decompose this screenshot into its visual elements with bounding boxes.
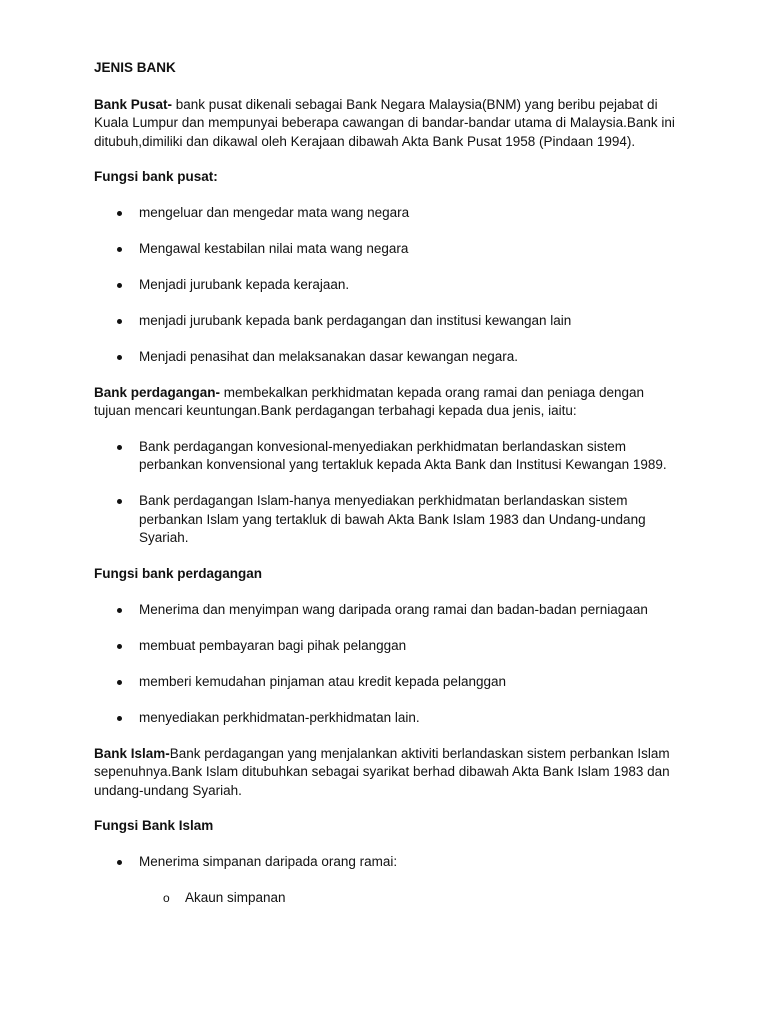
sub-list-item bbox=[94, 889, 684, 908]
sub-list-item-text: Akaun simpanan bbox=[185, 889, 286, 905]
bank-islam-paragraph bbox=[94, 745, 684, 801]
bank-pusat-text: bank pusat dikenali sebagai Bank Negara Malaysia(BNM) yang beribu pejabat di Kuala Lumpur dan mempunyai beberapa cawangan di bandar-bandar utama di Malaysia.Bank ini ditubuh,dimiliki dan dikawal oleh Kerajaan dibawah Akta Bank Pusat 1958 (Pindaan 1994). bbox=[94, 96, 675, 149]
bullet-icon bbox=[117, 860, 122, 865]
bank-islam-text: Bank perdagangan yang menjalankan aktiviti berlandaskan sistem perbankan Islam sepenuhnya.Bank Islam ditubuhkan sebagai syarikat berhad dibawah Akta Bank Islam 1983 dan undang-undang Syariah. bbox=[94, 745, 670, 798]
fungsi-bank-pusat-heading: Fungsi bank pusat: bbox=[94, 169, 218, 184]
bullet-icon bbox=[117, 608, 122, 613]
list-item bbox=[94, 204, 684, 223]
document-title: JENIS BANK bbox=[94, 60, 176, 75]
fungsi-bank-islam-sublist bbox=[94, 889, 684, 908]
list-item-text: Menerima dan menyimpan wang daripada orang ramai dan badan-badan perniagaan bbox=[139, 601, 648, 617]
bank-islam-lead: Bank Islam- bbox=[94, 745, 170, 761]
bank-pusat-paragraph bbox=[94, 96, 684, 152]
bank-perdagangan-paragraph bbox=[94, 384, 684, 421]
list-item bbox=[94, 312, 684, 331]
bullet-icon bbox=[117, 283, 122, 288]
bullet-icon bbox=[117, 716, 122, 721]
list-item bbox=[94, 492, 684, 548]
bullet-icon bbox=[117, 680, 122, 685]
list-item bbox=[94, 637, 684, 656]
list-item bbox=[94, 601, 684, 620]
list-item-text: menjadi jurubank kepada bank perdagangan dan institusi kewangan lain bbox=[139, 312, 572, 328]
bullet-icon bbox=[117, 445, 122, 450]
list-item-text: menyediakan perkhidmatan-perkhidmatan lain. bbox=[139, 709, 420, 725]
bullet-icon bbox=[117, 247, 122, 252]
fungsi-bank-islam-list bbox=[94, 853, 684, 872]
list-item-text: mengeluar dan mengedar mata wang negara bbox=[139, 204, 410, 220]
list-item bbox=[94, 438, 684, 475]
fungsi-bank-perdagangan-heading: Fungsi bank perdagangan bbox=[94, 566, 263, 581]
bank-pusat-lead: Bank Pusat- bbox=[94, 96, 173, 112]
list-item bbox=[94, 240, 684, 259]
bullet-icon bbox=[117, 499, 122, 504]
list-item bbox=[94, 709, 684, 728]
list-item bbox=[94, 853, 684, 872]
list-item-text: Bank perdagangan Islam-hanya menyediakan perkhidmatan berlandaskan sistem perbankan Islam yang tertakluk di bawah Akta Bank Islam 1983 dan Undang-undang Syariah. bbox=[139, 493, 646, 545]
fungsi-bank-pusat-list bbox=[94, 204, 684, 367]
list-item-text: memberi kemudahan pinjaman atau kredit kepada pelanggan bbox=[139, 673, 506, 689]
bullet-icon bbox=[117, 644, 122, 649]
list-item-text: Mengawal kestabilan nilai mata wang negara bbox=[139, 240, 409, 256]
bullet-icon bbox=[117, 355, 122, 360]
fungsi-bank-perdagangan-list bbox=[94, 601, 684, 728]
list-item bbox=[94, 673, 684, 692]
fungsi-bank-islam-heading: Fungsi Bank Islam bbox=[94, 818, 214, 833]
list-item bbox=[94, 348, 684, 367]
bullet-icon bbox=[117, 319, 122, 324]
jenis-bank-perdagangan-list bbox=[94, 438, 684, 548]
bank-perdagangan-lead: Bank perdagangan- bbox=[94, 384, 221, 400]
list-item-text: membuat pembayaran bagi pihak pelanggan bbox=[139, 637, 407, 653]
bank-perdagangan-text: membekalkan perkhidmatan kepada orang ramai dan peniaga dengan tujuan mencari keuntungan.Bank perdagangan terbahagi kepada dua jenis, iaitu: bbox=[94, 384, 645, 418]
list-item-text: Menerima simpanan daripada orang ramai: bbox=[139, 853, 398, 869]
list-item bbox=[94, 276, 684, 295]
bullet-icon bbox=[117, 211, 122, 216]
list-item-text: Menjadi penasihat dan melaksanakan dasar kewangan negara. bbox=[139, 348, 519, 364]
circle-bullet-icon: o bbox=[163, 890, 170, 905]
list-item-text: Bank perdagangan konvesional-menyediakan perkhidmatan berlandaskan sistem perbankan konvensional yang tertakluk kepada Akta Bank dan Institusi Kewangan 1989. bbox=[139, 438, 667, 472]
document-page bbox=[94, 59, 684, 917]
list-item-text: Menjadi jurubank kepada kerajaan. bbox=[139, 276, 350, 292]
